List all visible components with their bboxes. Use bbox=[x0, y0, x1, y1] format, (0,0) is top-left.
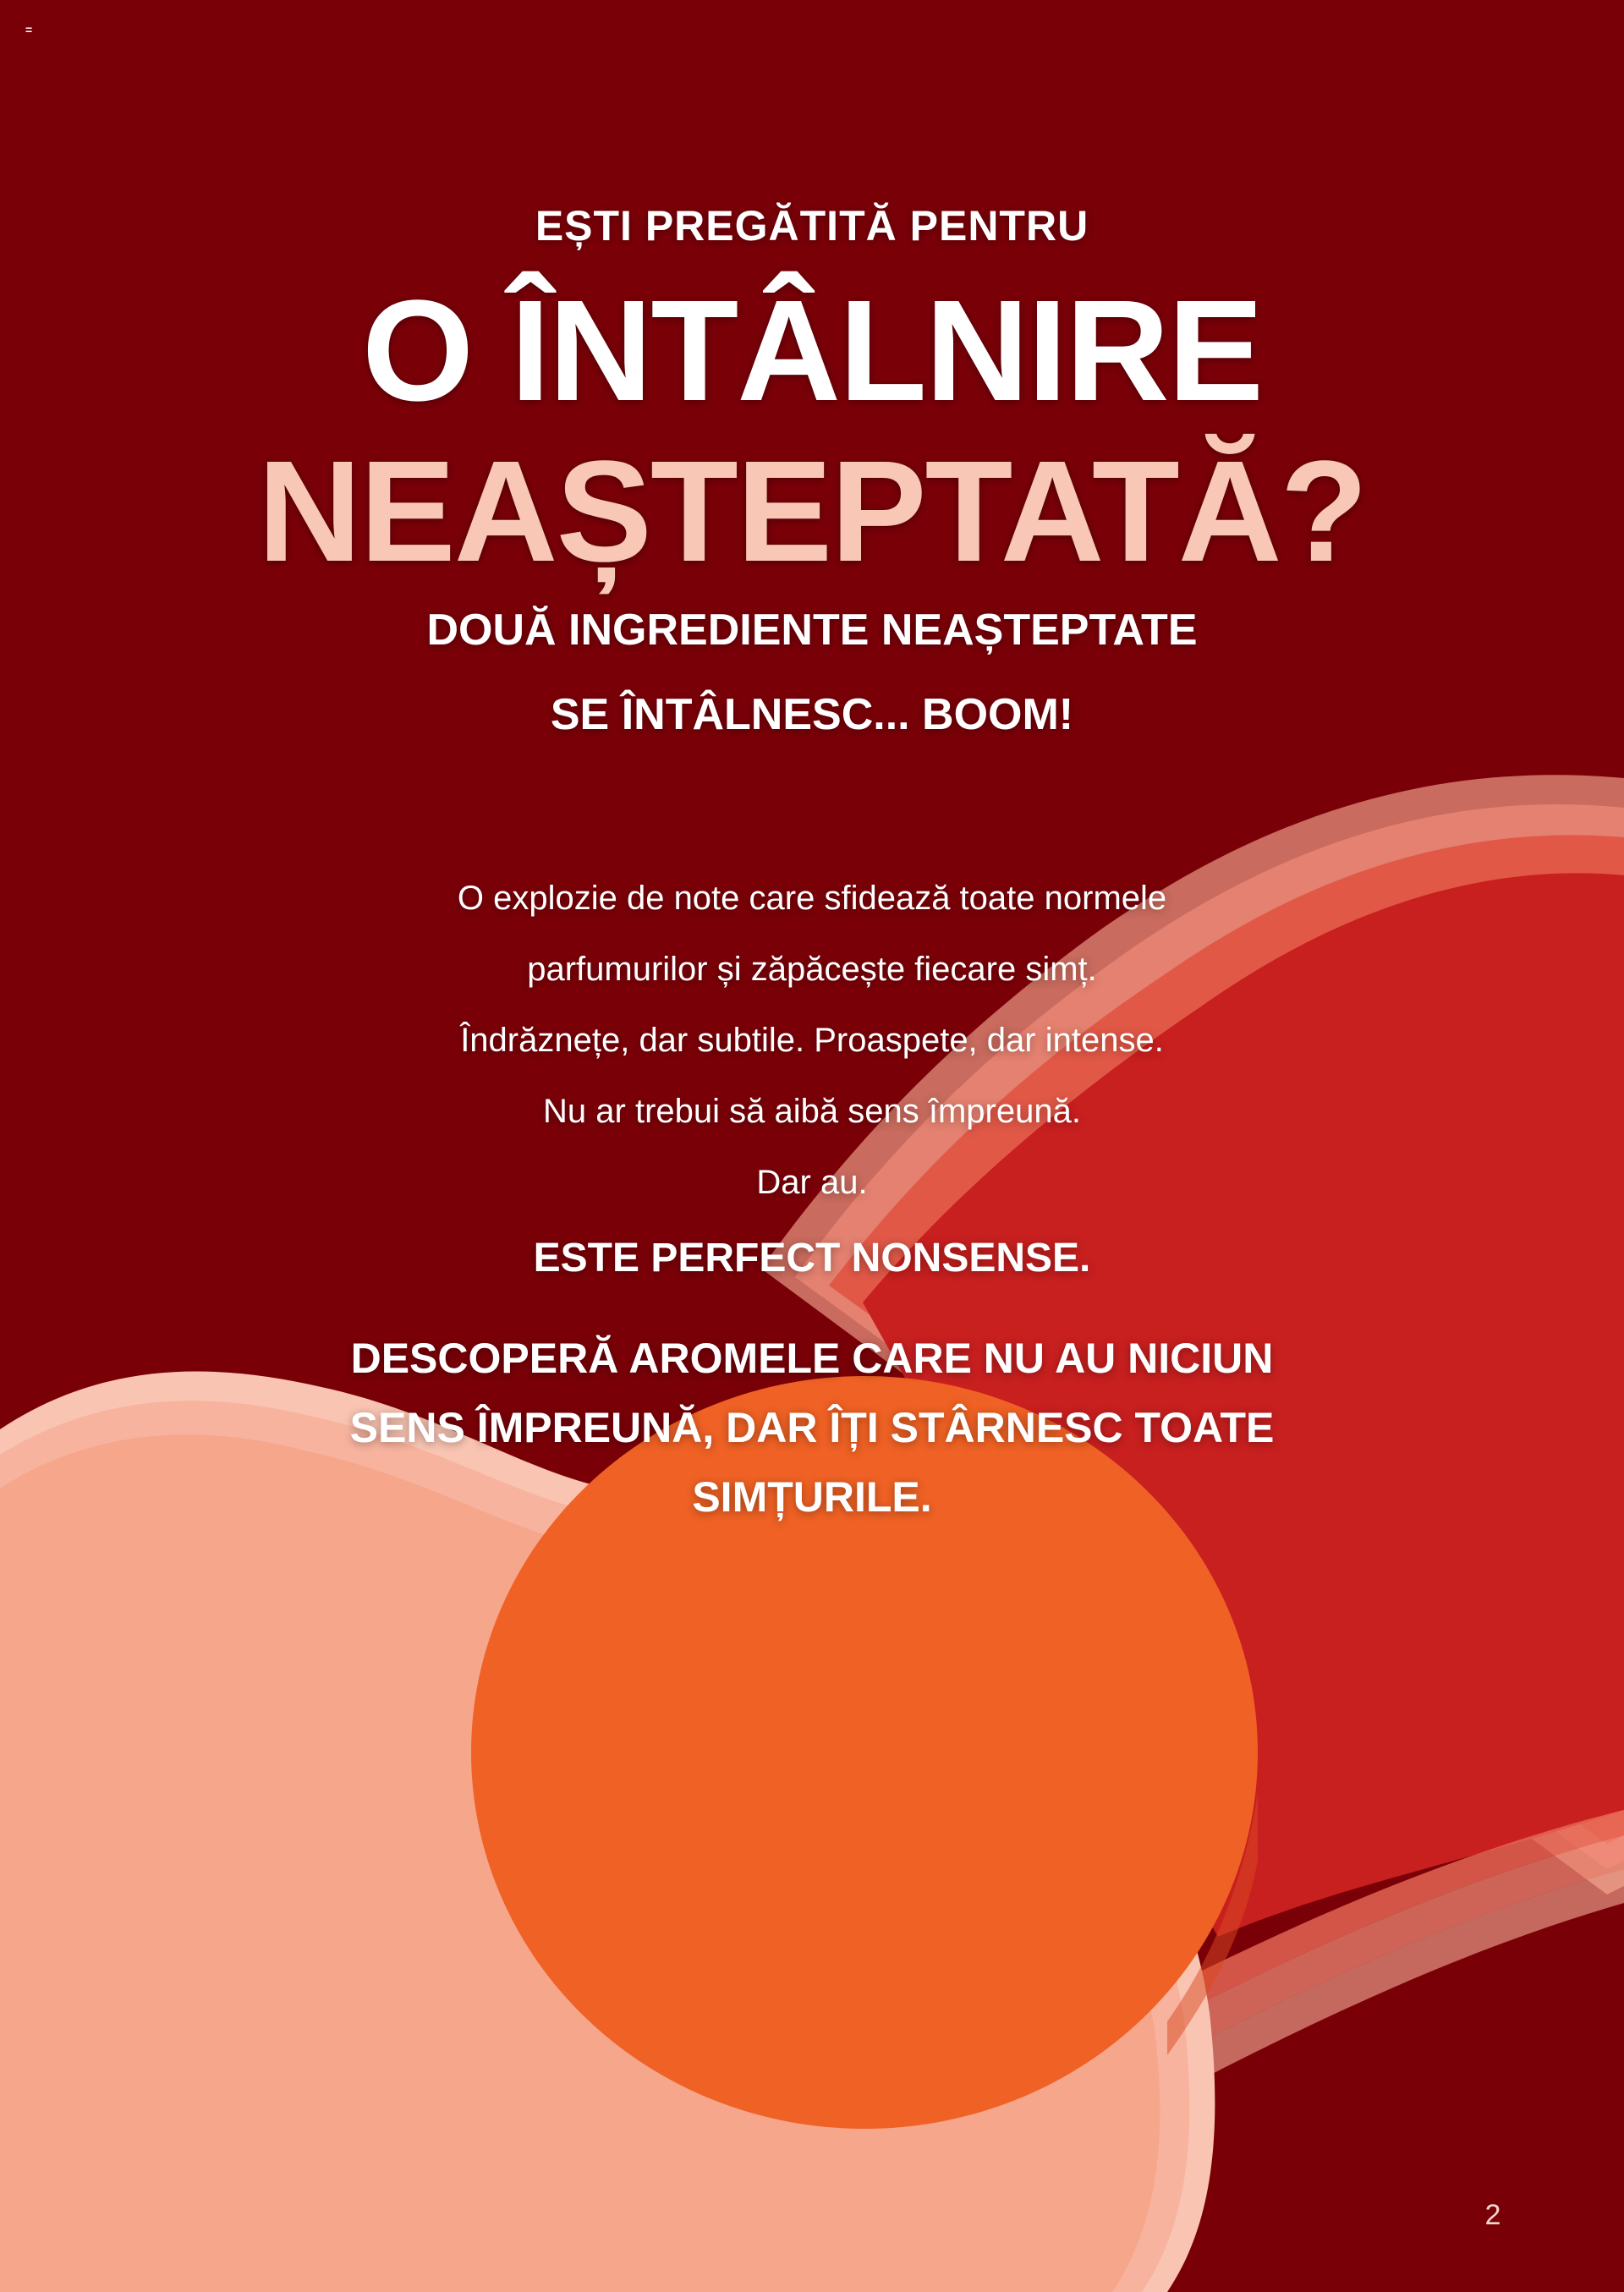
discover-line: SENS ÎMPREUNĂ, DAR ÎȚI STÂRNESC TOATE bbox=[349, 1404, 1275, 1451]
headline-line-2: NEAȘTEPTATĂ? bbox=[257, 431, 1367, 592]
body-line: O explozie de note care sfidează toate normele bbox=[457, 880, 1167, 917]
corner-mark: = bbox=[25, 23, 33, 36]
discover-line: SIMȚURILE. bbox=[692, 1473, 932, 1521]
subheadline-line-1: DOUĂ INGREDIENTE NEAȘTEPTATE bbox=[426, 606, 1198, 655]
body-line: Dar au. bbox=[756, 1164, 868, 1201]
body-line: Nu ar trebui să aibă sens împreună. bbox=[543, 1093, 1081, 1130]
body-line: Îndrăznețe, dar subtile. Proaspete, dar intense. bbox=[460, 1022, 1164, 1059]
discover-line: DESCOPERĂ AROMELE CARE NU AU NICIUN bbox=[350, 1335, 1274, 1382]
discover-callout bbox=[0, 1324, 1624, 1532]
headline-line-1: O ÎNTÂLNIRE bbox=[361, 271, 1263, 431]
kicker-heading: EȘTI PREGĂTITĂ PENTRU bbox=[535, 202, 1089, 249]
body-line: parfumurilor și zăpăcește fiecare simț. bbox=[527, 951, 1097, 988]
perfect-nonsense-tagline: ESTE PERFECT NONSENSE. bbox=[533, 1236, 1091, 1280]
page-number: 2 bbox=[1484, 2199, 1501, 2231]
subheadline-line-2: SE ÎNTÂLNESC... BOOM! bbox=[550, 690, 1074, 739]
body-paragraph bbox=[0, 863, 1624, 1218]
